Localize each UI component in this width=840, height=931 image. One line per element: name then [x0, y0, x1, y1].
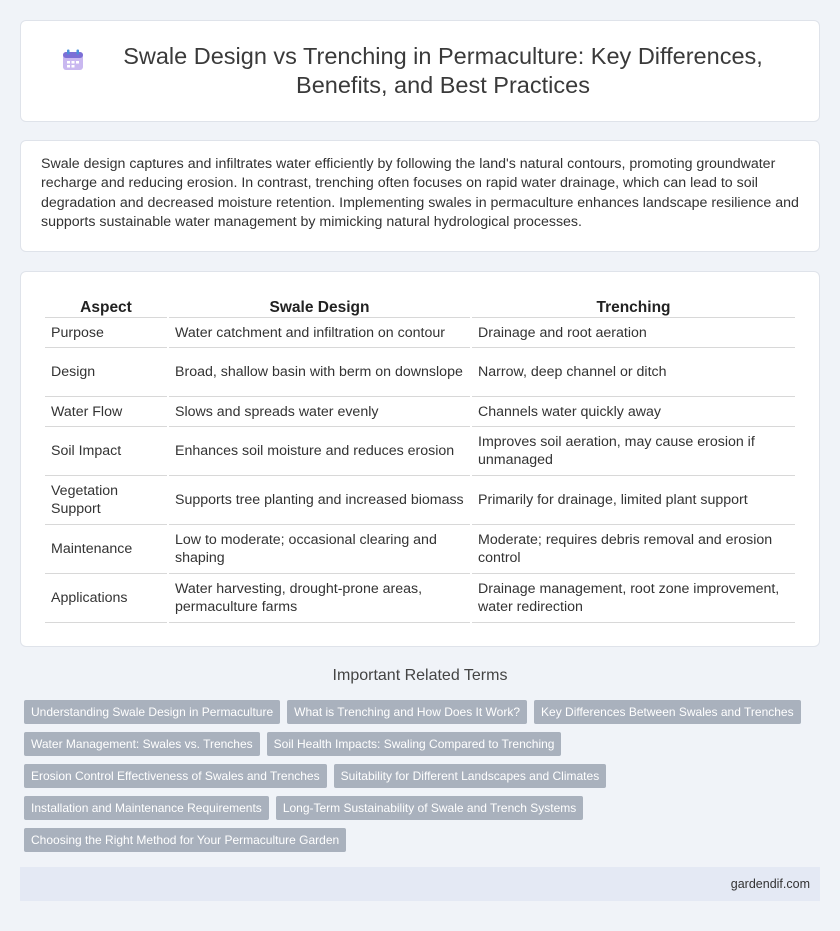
related-term-link[interactable]: Understanding Swale Design in Permaculture: [24, 700, 280, 724]
table-cell-aspect: Design: [45, 348, 167, 397]
table-cell-trench: Primarily for drainage, limited plant support: [472, 476, 795, 525]
related-terms-list: [24, 700, 824, 860]
related-term-link[interactable]: Choosing the Right Method for Your Permaculture Garden: [24, 828, 346, 852]
table-cell-swale: Supports tree planting and increased biomass: [169, 476, 470, 525]
header-card: [20, 20, 820, 122]
intro-text: Swale design captures and infiltrates water efficiently by following the land's natural contours, promoting groundwater recharge and reducing erosion. In contrast, trenching often focuses on rapid water drainage, which can lead to soil degradation and decreased moisture retention. Implementing swales in permaculture enhances landscape resilience and supports sustainable water management by mimicking natural hydrological processes.: [41, 156, 799, 231]
calendar-icon: [61, 48, 85, 72]
comparison-table-card: [20, 271, 820, 647]
table-cell-trench: Drainage and root aeration: [472, 318, 795, 348]
table-row: [45, 525, 795, 574]
table-cell-trench: Channels water quickly away: [472, 397, 795, 427]
related-term-link[interactable]: Erosion Control Effectiveness of Swales and Trenches: [24, 764, 327, 788]
intro-card: [20, 140, 820, 252]
table-cell-aspect: Vegetation Support: [45, 476, 167, 525]
related-term-link[interactable]: Installation and Maintenance Requirements: [24, 796, 269, 820]
page-title: Swale Design vs Trenching in Permaculture: Key Differences, Benefits, and Best Practices: [123, 43, 763, 98]
table-cell-swale: Water harvesting, drought-prone areas, permaculture farms: [169, 574, 470, 623]
table-cell-swale: Water catchment and infiltration on contour: [169, 318, 470, 348]
table-row: [45, 574, 795, 623]
related-term-link[interactable]: Water Management: Swales vs. Trenches: [24, 732, 260, 756]
related-term-link[interactable]: What is Trenching and How Does It Work?: [287, 700, 527, 724]
table-row: [45, 348, 795, 397]
related-term-link[interactable]: Key Differences Between Swales and Trenches: [534, 700, 801, 724]
footer-site-name: gardendif.com: [730, 877, 810, 891]
table-cell-aspect: Soil Impact: [45, 427, 167, 476]
table-row: [45, 397, 795, 427]
table-cell-swale: Broad, shallow basin with berm on downslope: [169, 348, 470, 397]
table-row: [45, 318, 795, 348]
table-cell-aspect: Applications: [45, 574, 167, 623]
header-trenching: Trenching: [472, 295, 795, 318]
table-cell-aspect: Water Flow: [45, 397, 167, 427]
table-cell-trench: Moderate; requires debris removal and erosion control: [472, 525, 795, 574]
table-cell-swale: Slows and spreads water evenly: [169, 397, 470, 427]
related-term-link[interactable]: Long-Term Sustainability of Swale and Trench Systems: [276, 796, 583, 820]
table-row: [45, 427, 795, 476]
table-cell-aspect: Purpose: [45, 318, 167, 348]
table-cell-swale: Enhances soil moisture and reduces erosion: [169, 427, 470, 476]
related-term-link[interactable]: Soil Health Impacts: Swaling Compared to Trenching: [267, 732, 562, 756]
related-terms-heading: Important Related Terms: [332, 667, 508, 684]
table-row: [45, 476, 795, 525]
related-term-link[interactable]: Suitability for Different Landscapes and Climates: [334, 764, 607, 788]
header-swale-design: Swale Design: [169, 295, 470, 318]
table-header-row: [45, 295, 795, 318]
comparison-table: [43, 295, 797, 623]
table-cell-swale: Low to moderate; occasional clearing and shaping: [169, 525, 470, 574]
table-cell-trench: Drainage management, root zone improvement, water redirection: [472, 574, 795, 623]
header-aspect: Aspect: [45, 295, 167, 318]
table-cell-aspect: Maintenance: [45, 525, 167, 574]
table-cell-trench: Improves soil aeration, may cause erosion if unmanaged: [472, 427, 795, 476]
table-cell-trench: Narrow, deep channel or ditch: [472, 348, 795, 397]
footer: [20, 867, 820, 901]
